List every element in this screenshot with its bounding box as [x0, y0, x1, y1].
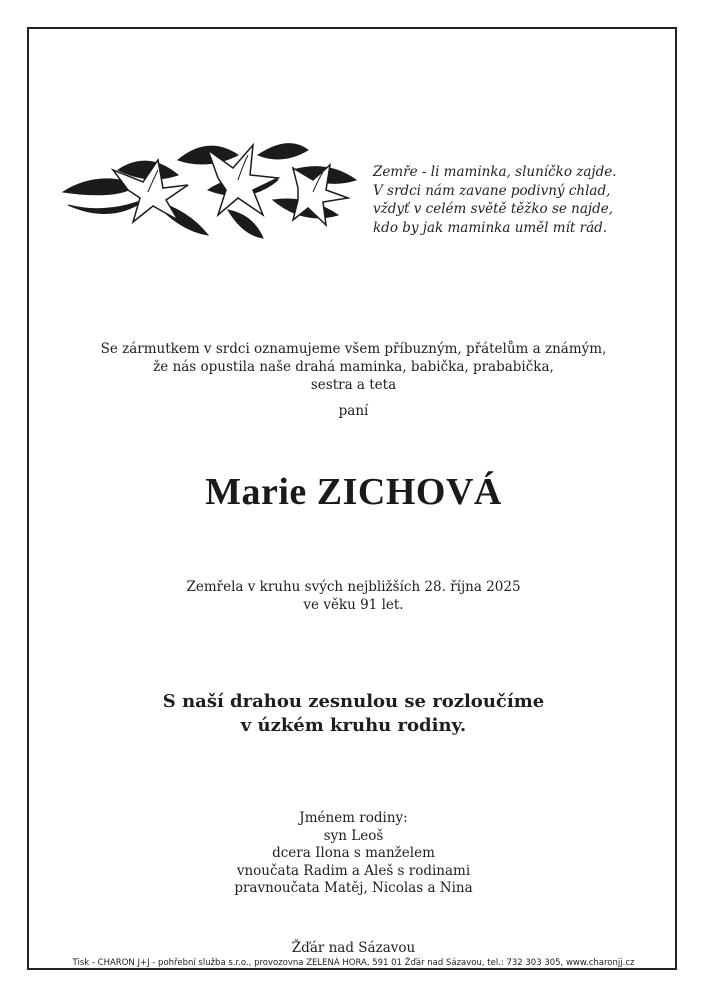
deceased-name: Marie ZICHOVÁ: [205, 471, 502, 513]
intro-line: sestra a teta: [310, 377, 397, 393]
lily-flower-illustration: [58, 130, 358, 245]
death-notice-line: ve věku 91 let.: [303, 597, 404, 613]
announcement-intro: [0, 340, 707, 394]
family-member: syn Leoš: [323, 827, 384, 844]
family-member: vnoučata Radim a Aleš s rodinami: [236, 862, 471, 879]
title-word: paní: [338, 403, 369, 419]
intro-line: Se zármutkem v srdci oznamujeme všem příbuzným, přátelům a známým,: [100, 341, 607, 357]
poem-line: kdo by jak maminka uměl mít rád.: [373, 219, 608, 236]
printer-footer: Tisk - CHARON J+J - pohřební služba s.r.o., provozovna ZELENÁ HORA, 591 01 Žďár nad Sázavou, tel.: 732 303 305, www.charonjj.cz: [72, 958, 635, 968]
poem-line: vždyť v celém světě těžko se najde,: [373, 201, 614, 217]
death-notice-line: Zemřela v kruhu svých nejbližších 28. října 2025: [186, 579, 521, 595]
farewell-line: S naší drahou zesnulou se rozloučíme: [162, 691, 545, 712]
intro-line: že nás opustila naše drahá maminka, babička, prababička,: [153, 359, 554, 375]
town: Žďár nad Sázavou: [291, 940, 416, 956]
poem-line: V srdci nám zavane podivný chlad,: [373, 182, 611, 199]
family-member: dcera Ilona s manželem: [272, 845, 435, 861]
farewell-line: v úzkém kruhu rodiny.: [240, 715, 467, 736]
family-heading: Jménem rodiny:: [299, 810, 408, 826]
poem: [373, 163, 633, 237]
farewell-message: [0, 690, 707, 738]
poem-line: Zemře - li maminka, sluníčko zajde.: [373, 164, 617, 180]
family-list: [0, 810, 707, 898]
family-member: pravnoučata Matěj, Nicolas a Nina: [234, 880, 473, 896]
death-notice: [0, 578, 707, 614]
